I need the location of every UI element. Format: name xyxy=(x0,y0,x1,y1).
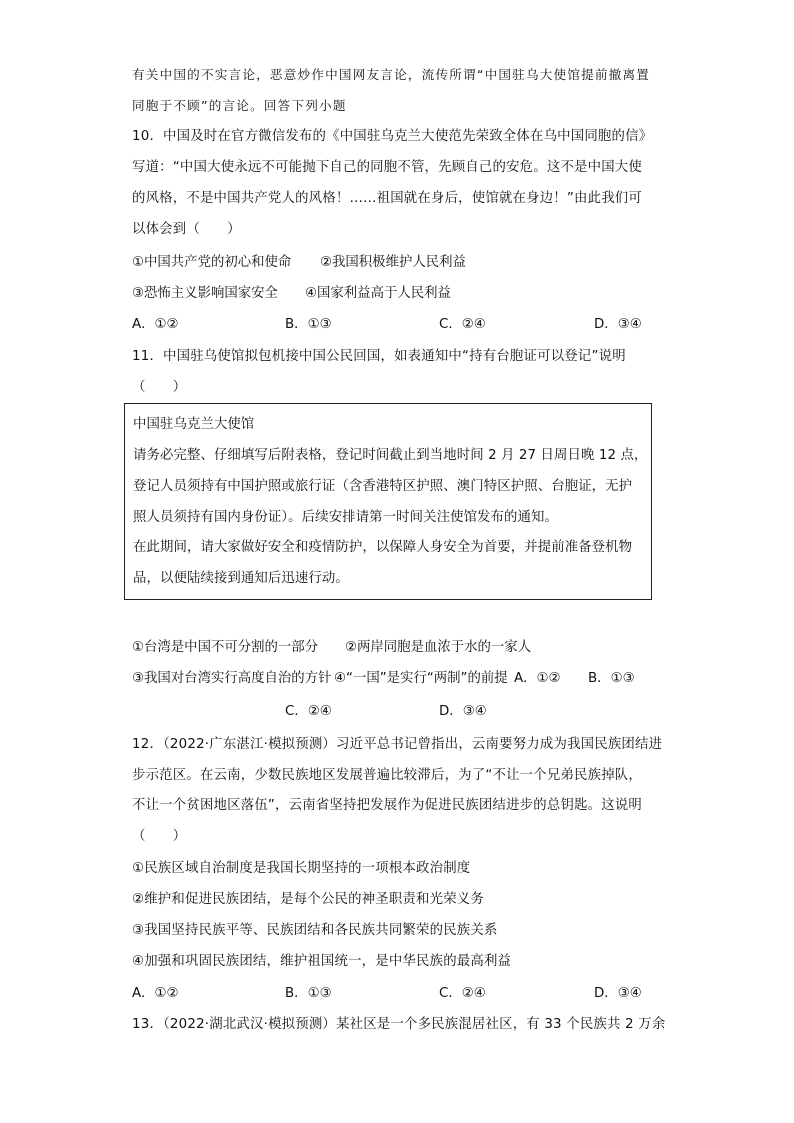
question-stem-line: （ ） xyxy=(132,829,187,844)
statement: ④“一国”是实行“两制”的前提 xyxy=(334,671,508,686)
statement: ②维护和促进民族团结，是每个公民的神圣职责和光荣义务 xyxy=(132,892,484,907)
intro-line: 同胞于不顾”的言论。回答下列小题 xyxy=(132,98,347,113)
choice-a[interactable]: A．①② xyxy=(514,671,561,686)
statement: ②我国积极维护人民利益 xyxy=(320,255,466,270)
statement-row xyxy=(132,254,652,272)
notice-line: 照人员须持有国内身份证）。后续安排请第一时间关注使馆发布的通知。 xyxy=(133,510,558,525)
embassy-notice-box xyxy=(124,403,652,600)
answer-choices xyxy=(132,703,652,721)
statement: ①中国共产党的初心和使命 xyxy=(132,255,292,270)
statement: ④加强和巩固民族团结，维护祖国统一，是中华民族的最高利益 xyxy=(132,954,512,969)
choice-b[interactable]: B．①③ xyxy=(285,986,332,1001)
choice-d[interactable]: D．③④ xyxy=(594,986,642,1001)
statement: ①民族区域自治制度是我国长期坚持的一项根本政治制度 xyxy=(132,861,471,876)
question-stem-line: 12．（2022·广东湛江·模拟预测）习近平总书记曾指出，云南要努力成为我国民族团结进 xyxy=(132,737,663,752)
question-stem-line: 10．中国及时在官方微信发布的《中国驻乌克兰大使范先荣致全体在乌中国同胞的信》 xyxy=(132,129,653,144)
choice-c[interactable]: C．②④ xyxy=(439,317,486,332)
notice-title: 中国驻乌克兰大使馆 xyxy=(133,417,255,432)
intro-line: 有关中国的不实言论，恶意炒作中国网友言论，流传所谓“中国驻乌大使馆提前撤离置 xyxy=(132,67,651,82)
notice-line: 请务必完整、仔细填写后附表格，登记时间截止到当地时间 2 月 27 日周日晚 12 点， xyxy=(133,448,648,463)
statement: ④国家利益高于人民利益 xyxy=(305,286,451,301)
question-stem-line: 11．中国驻乌使馆拟包机接中国公民回国，如表通知中“持有台胞证可以登记”说明 xyxy=(132,349,626,364)
choice-a[interactable]: A．①② xyxy=(132,986,179,1001)
statement-row xyxy=(132,285,652,303)
choice-b[interactable]: B．①③ xyxy=(588,671,635,686)
choice-c[interactable]: C．②④ xyxy=(439,986,486,1001)
question-stem-line: 写道：“中国大使永远不可能抛下自己的同胞不管，先顾自己的安危。这不是中国大使 xyxy=(132,160,642,175)
choice-a[interactable]: A．①② xyxy=(132,317,179,332)
answer-choices xyxy=(132,985,652,1003)
notice-line: 品，以便陆续接到通知后迅速行动。 xyxy=(133,571,349,586)
statement-row xyxy=(132,639,652,657)
choice-d[interactable]: D．③④ xyxy=(594,317,642,332)
answer-choices xyxy=(132,316,652,334)
statement: ③我国对台湾实行高度自治的方针 xyxy=(132,671,332,686)
question-stem-line: 步示范区。在云南，少数民族地区发展普遍比较滞后，为了“不让一个兄弟民族掉队， xyxy=(132,768,642,783)
question-stem-line: （ ） xyxy=(132,380,187,395)
notice-line: 在此期间，请大家做好安全和疫情防护，以保障人身安全为首要，并提前准备登机物 xyxy=(133,540,633,555)
choice-d[interactable]: D．③④ xyxy=(439,704,487,719)
question-stem-line: 的风格，不是中国共产党人的风格！……祖国就在身后，使馆就在身边！”由此我们可 xyxy=(132,191,642,206)
question-stem-line: 13．（2022·湖北武汉·模拟预测）某社区是一个多民族混居社区，有 33 个民族共 2 万余 xyxy=(132,1017,666,1032)
statement-row xyxy=(132,670,652,688)
choice-c[interactable]: C．②④ xyxy=(285,704,332,719)
statement: ①台湾是中国不可分割的一部分 xyxy=(132,640,319,655)
question-stem-line: 不让一个贫困地区落伍”，云南省坚持把发展作为促进民族团结进步的总钥匙。这说明 xyxy=(132,798,642,813)
statement: ②两岸同胞是血浓于水的一家人 xyxy=(345,640,532,655)
statement: ③恐怖主义影响国家安全 xyxy=(132,286,278,301)
statement: ③我国坚持民族平等、民族团结和各民族共同繁荣的民族关系 xyxy=(132,923,498,938)
question-stem-line: 以体会到（ ） xyxy=(132,222,241,237)
notice-line: 登记人员须持有中国护照或旅行证（含香港特区护照、澳门特区护照、台胞证，无护 xyxy=(133,479,633,494)
choice-b[interactable]: B．①③ xyxy=(285,317,332,332)
